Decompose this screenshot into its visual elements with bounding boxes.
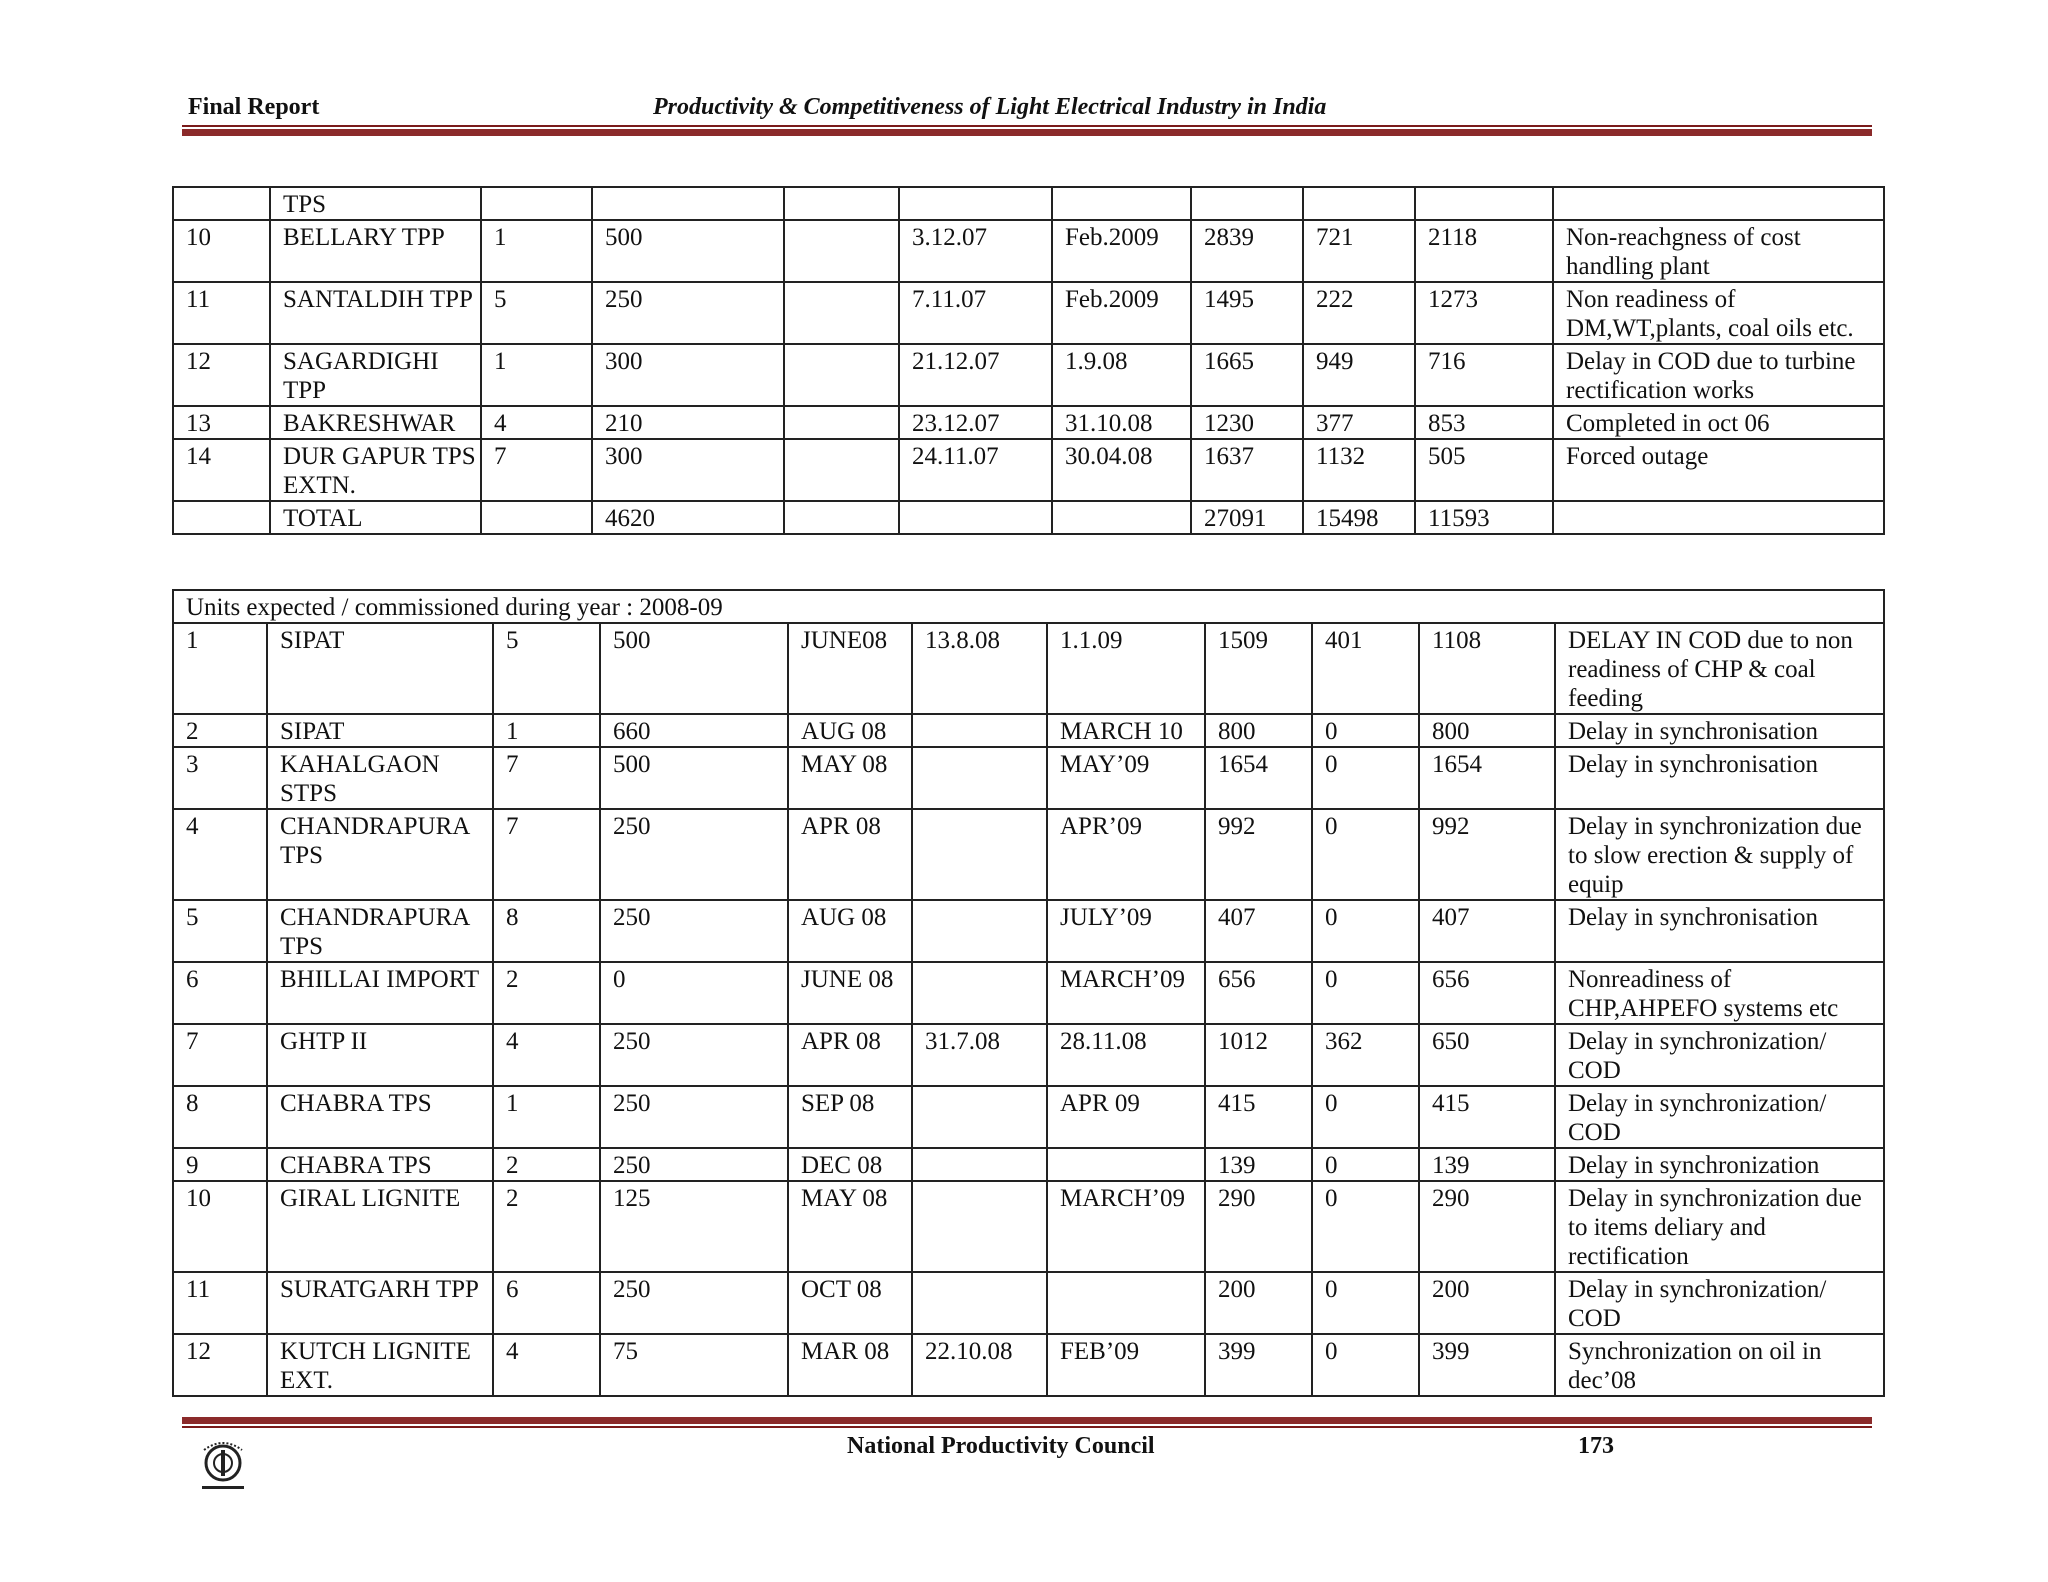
table-cell: 250 [592,282,784,344]
table-cell: 7 [481,439,592,501]
table-cell: TOTAL [270,501,481,534]
table-row [173,747,1884,809]
table-cell: 2118 [1415,220,1553,282]
table-cell: 15498 [1303,501,1415,534]
table-cell: 7.11.07 [899,282,1052,344]
table-cell: 0 [1312,962,1419,1024]
table-cell: 1 [493,714,600,747]
table-row [173,962,1884,1024]
table-cell: KUTCH LIGNITE EXT. [267,1334,493,1396]
table-cell [784,406,899,439]
table-cell: 0 [1312,1148,1419,1181]
table-cell: 250 [600,809,788,900]
table-cell: Non readiness of DM,WT,plants, coal oils etc. [1553,282,1884,344]
table-cell: 0 [1312,747,1419,809]
table-cell: APR 08 [788,1024,912,1086]
table-cell: MAY’09 [1047,747,1205,809]
table-cell [1191,187,1303,220]
table-cell: 1.9.08 [1052,344,1191,406]
table-cell [481,187,592,220]
table-cell [592,187,784,220]
table-cell: Delay in synchronisation [1555,747,1884,809]
table-cell [1047,1272,1205,1334]
table-cell: 300 [592,344,784,406]
table-cell: DUR GAPUR TPS EXTN. [270,439,481,501]
table-cell: 0 [1312,900,1419,962]
table-cell: 0 [1312,1334,1419,1396]
table-row [173,282,1884,344]
table-cell [784,220,899,282]
report-label: Final Report [188,94,320,120]
table-cell: 11593 [1415,501,1553,534]
table-cell: 1665 [1191,344,1303,406]
table-cell: 0 [600,962,788,1024]
table-cell: 1132 [1303,439,1415,501]
table-cell: 1 [493,1086,600,1148]
table-cell: Nonreadiness of CHP,AHPEFO systems etc [1555,962,1884,1024]
table-cell: 656 [1419,962,1555,1024]
table-cell: APR 09 [1047,1086,1205,1148]
table-row [173,344,1884,406]
table-cell: 250 [600,1272,788,1334]
table-cell: 5 [493,623,600,714]
table-cell: 415 [1419,1086,1555,1148]
table-cell: 22.10.08 [912,1334,1047,1396]
table-cell: 27091 [1191,501,1303,534]
table-cell: 407 [1205,900,1312,962]
table-cell: 800 [1419,714,1555,747]
table-row [173,1181,1884,1272]
page-number: 173 [1578,1433,1614,1459]
table-cell: 6 [173,962,267,1024]
table-cell: SANTALDIH TPP [270,282,481,344]
table-cell: CHABRA TPS [267,1086,493,1148]
table-cell: 362 [1312,1024,1419,1086]
table-cell: 650 [1419,1024,1555,1086]
table-cell: 6 [493,1272,600,1334]
table-cell: 1108 [1419,623,1555,714]
table-cell: 31.10.08 [1052,406,1191,439]
table-cell: 200 [1419,1272,1555,1334]
table-cell: Completed in oct 06 [1553,406,1884,439]
table-cell [912,900,1047,962]
table-cell: 10 [173,220,270,282]
table-cell: 250 [600,1086,788,1148]
table-cell: 721 [1303,220,1415,282]
table-cell [912,714,1047,747]
table-cell [784,187,899,220]
table-cell: 853 [1415,406,1553,439]
table-cell: 3.12.07 [899,220,1052,282]
table-cell: 222 [1303,282,1415,344]
table-cell: 4 [173,809,267,900]
table-cell: 2 [173,714,267,747]
table-cell: BELLARY TPP [270,220,481,282]
table-cell: 2 [493,1148,600,1181]
table-cell: 1 [173,623,267,714]
table-cell [1303,187,1415,220]
projects-table-continued [172,186,1885,535]
table-cell: 30.04.08 [1052,439,1191,501]
npc-emblem-icon [188,1436,258,1496]
table-row [173,220,1884,282]
table-cell: Delay in COD due to turbine rectification works [1553,344,1884,406]
table-cell [1047,1148,1205,1181]
table-cell: 23.12.07 [899,406,1052,439]
table-cell: 7 [493,747,600,809]
table-cell: 656 [1205,962,1312,1024]
table-cell [784,501,899,534]
table-cell: 2 [493,1181,600,1272]
table-cell: 10 [173,1181,267,1272]
table-cell [912,1272,1047,1334]
table-cell [912,1148,1047,1181]
table-cell: OCT 08 [788,1272,912,1334]
table-cell: DEC 08 [788,1148,912,1181]
table-cell: 500 [600,623,788,714]
table-cell: JULY’09 [1047,900,1205,962]
table-cell: 716 [1415,344,1553,406]
table-cell: Feb.2009 [1052,282,1191,344]
table-cell: 0 [1312,1181,1419,1272]
table-cell: SAGARDIGHI TPP [270,344,481,406]
table-cell: 31.7.08 [912,1024,1047,1086]
table-cell: 300 [592,439,784,501]
table-cell: Delay in synchronization/ COD [1555,1272,1884,1334]
table-cell: 500 [600,747,788,809]
table-cell: 139 [1419,1148,1555,1181]
table-cell: MAY 08 [788,1181,912,1272]
table-cell: 0 [1312,1086,1419,1148]
footer-organization: National Productivity Council [847,1433,1155,1459]
table-cell: 500 [592,220,784,282]
table-row [173,439,1884,501]
table-row [173,1086,1884,1148]
table-cell: 4 [493,1334,600,1396]
table-cell: 7 [173,1024,267,1086]
table-cell: 5 [173,900,267,962]
table-cell: 0 [1312,809,1419,900]
table-cell: 407 [1419,900,1555,962]
table-cell [481,501,592,534]
table-cell: 1509 [1205,623,1312,714]
table-cell: 1654 [1419,747,1555,809]
table-cell: 8 [173,1086,267,1148]
table-cell: KAHALGAON STPS [267,747,493,809]
table-cell: 125 [600,1181,788,1272]
footer-rule-thin [182,1426,1872,1428]
table-cell: Delay in synchronization due to items deliary and rectification [1555,1181,1884,1272]
table-cell: APR’09 [1047,809,1205,900]
table-cell: 2 [493,962,600,1024]
table-cell [912,1086,1047,1148]
table-cell [173,501,270,534]
table-cell: 1495 [1191,282,1303,344]
table-cell [784,439,899,501]
table-cell: 399 [1205,1334,1312,1396]
table-row [173,1334,1884,1396]
table-cell: Delay in synchronization/ COD [1555,1024,1884,1086]
table-cell: 24.11.07 [899,439,1052,501]
table-cell: 139 [1205,1148,1312,1181]
table-cell: 0 [1312,714,1419,747]
table-cell: CHANDRAPURA TPS [267,809,493,900]
table-cell: SURATGARH TPP [267,1272,493,1334]
table-cell: 8 [493,900,600,962]
table-cell: SIPAT [267,714,493,747]
table-cell: 1.1.09 [1047,623,1205,714]
table-cell: Delay in synchronisation [1555,714,1884,747]
table-cell: 250 [600,1148,788,1181]
table-cell: TPS [270,187,481,220]
table-cell [899,187,1052,220]
table-cell: 505 [1415,439,1553,501]
table-cell: APR 08 [788,809,912,900]
table-cell: MAR 08 [788,1334,912,1396]
table-cell: 13 [173,406,270,439]
table-row [173,900,1884,962]
table-cell: 3 [173,747,267,809]
table-cell: Delay in synchronization due to slow erection & supply of equip [1555,809,1884,900]
table-cell [1052,501,1191,534]
table-cell: MARCH’09 [1047,962,1205,1024]
table-cell: 1230 [1191,406,1303,439]
table-cell: 377 [1303,406,1415,439]
table-cell: MARCH 10 [1047,714,1205,747]
table-cell: 4 [481,406,592,439]
table-cell: Delay in synchronization [1555,1148,1884,1181]
table-cell [1553,187,1884,220]
units-2008-09-table [172,589,1885,1397]
table-cell: 1637 [1191,439,1303,501]
table-cell: 1012 [1205,1024,1312,1086]
table-cell: 9 [173,1148,267,1181]
table-cell: 4 [493,1024,600,1086]
table-cell: Forced outage [1553,439,1884,501]
table-cell: SEP 08 [788,1086,912,1148]
table-cell: MARCH’09 [1047,1181,1205,1272]
table-cell: BHILLAI IMPORT [267,962,493,1024]
table-cell [784,344,899,406]
table-cell: AUG 08 [788,900,912,962]
table-cell: 12 [173,1334,267,1396]
table-cell: 290 [1419,1181,1555,1272]
table-cell: 14 [173,439,270,501]
table-cell: 13.8.08 [912,623,1047,714]
table-cell: GIRAL LIGNITE [267,1181,493,1272]
table-cell: BAKRESHWAR [270,406,481,439]
table-row [173,1024,1884,1086]
table-cell: Feb.2009 [1052,220,1191,282]
table-cell: 210 [592,406,784,439]
table-cell: 1654 [1205,747,1312,809]
table-cell: GHTP II [267,1024,493,1086]
table-cell [1415,187,1553,220]
table-cell: 2839 [1191,220,1303,282]
table-cell [912,1181,1047,1272]
table-cell [1553,501,1884,534]
table-cell [173,187,270,220]
document-title: Productivity & Competitiveness of Light Electrical Industry in India [653,94,1327,120]
table-cell: Synchronization on oil in dec’08 [1555,1334,1884,1396]
table-row [173,1272,1884,1334]
table-cell: 992 [1205,809,1312,900]
table-cell: MAY 08 [788,747,912,809]
table-cell: CHANDRAPURA TPS [267,900,493,962]
table-cell: 992 [1419,809,1555,900]
table-cell: 11 [173,282,270,344]
table-cell: 0 [1312,1272,1419,1334]
table-cell: 200 [1205,1272,1312,1334]
header-rule-thick [182,129,1872,136]
table-cell: 5 [481,282,592,344]
table-cell: 11 [173,1272,267,1334]
table-cell: 949 [1303,344,1415,406]
table-cell: 4620 [592,501,784,534]
table-cell: 250 [600,1024,788,1086]
table-cell [899,501,1052,534]
table-cell: 401 [1312,623,1419,714]
table-cell: 28.11.08 [1047,1024,1205,1086]
footer-rule-thick [182,1417,1872,1424]
table-cell [784,282,899,344]
table-cell [912,962,1047,1024]
table-cell: JUNE 08 [788,962,912,1024]
table-cell: Delay in synchronisation [1555,900,1884,962]
table-cell: 1 [481,344,592,406]
table-caption-row [173,590,1884,623]
table-cell: 250 [600,900,788,962]
table-cell: FEB’09 [1047,1334,1205,1396]
table-cell: 415 [1205,1086,1312,1148]
table-cell: 1273 [1415,282,1553,344]
table-cell: 75 [600,1334,788,1396]
table-cell: 12 [173,344,270,406]
table-cell [912,809,1047,900]
table-cell: 290 [1205,1181,1312,1272]
table-cell: 1 [481,220,592,282]
table-cell [1052,187,1191,220]
table-row [173,809,1884,900]
table-caption: Units expected / commissioned during year : 2008-09 [173,590,1884,623]
table-row [173,623,1884,714]
table-cell: 7 [493,809,600,900]
table-cell: DELAY IN COD due to non readiness of CHP & coal feeding [1555,623,1884,714]
table-row [173,714,1884,747]
table-cell: Non-reachgness of cost handling plant [1553,220,1884,282]
header-rule-thin [182,125,1872,127]
table-cell: CHABRA TPS [267,1148,493,1181]
table-cell: 660 [600,714,788,747]
table-row [173,501,1884,534]
table-cell: 800 [1205,714,1312,747]
table-cell: Delay in synchronization/ COD [1555,1086,1884,1148]
table-cell [912,747,1047,809]
table-row [173,1148,1884,1181]
table-cell: JUNE08 [788,623,912,714]
table-row [173,187,1884,220]
table-cell: 21.12.07 [899,344,1052,406]
table-cell: SIPAT [267,623,493,714]
table-cell: 399 [1419,1334,1555,1396]
table-row [173,406,1884,439]
table-cell: AUG 08 [788,714,912,747]
